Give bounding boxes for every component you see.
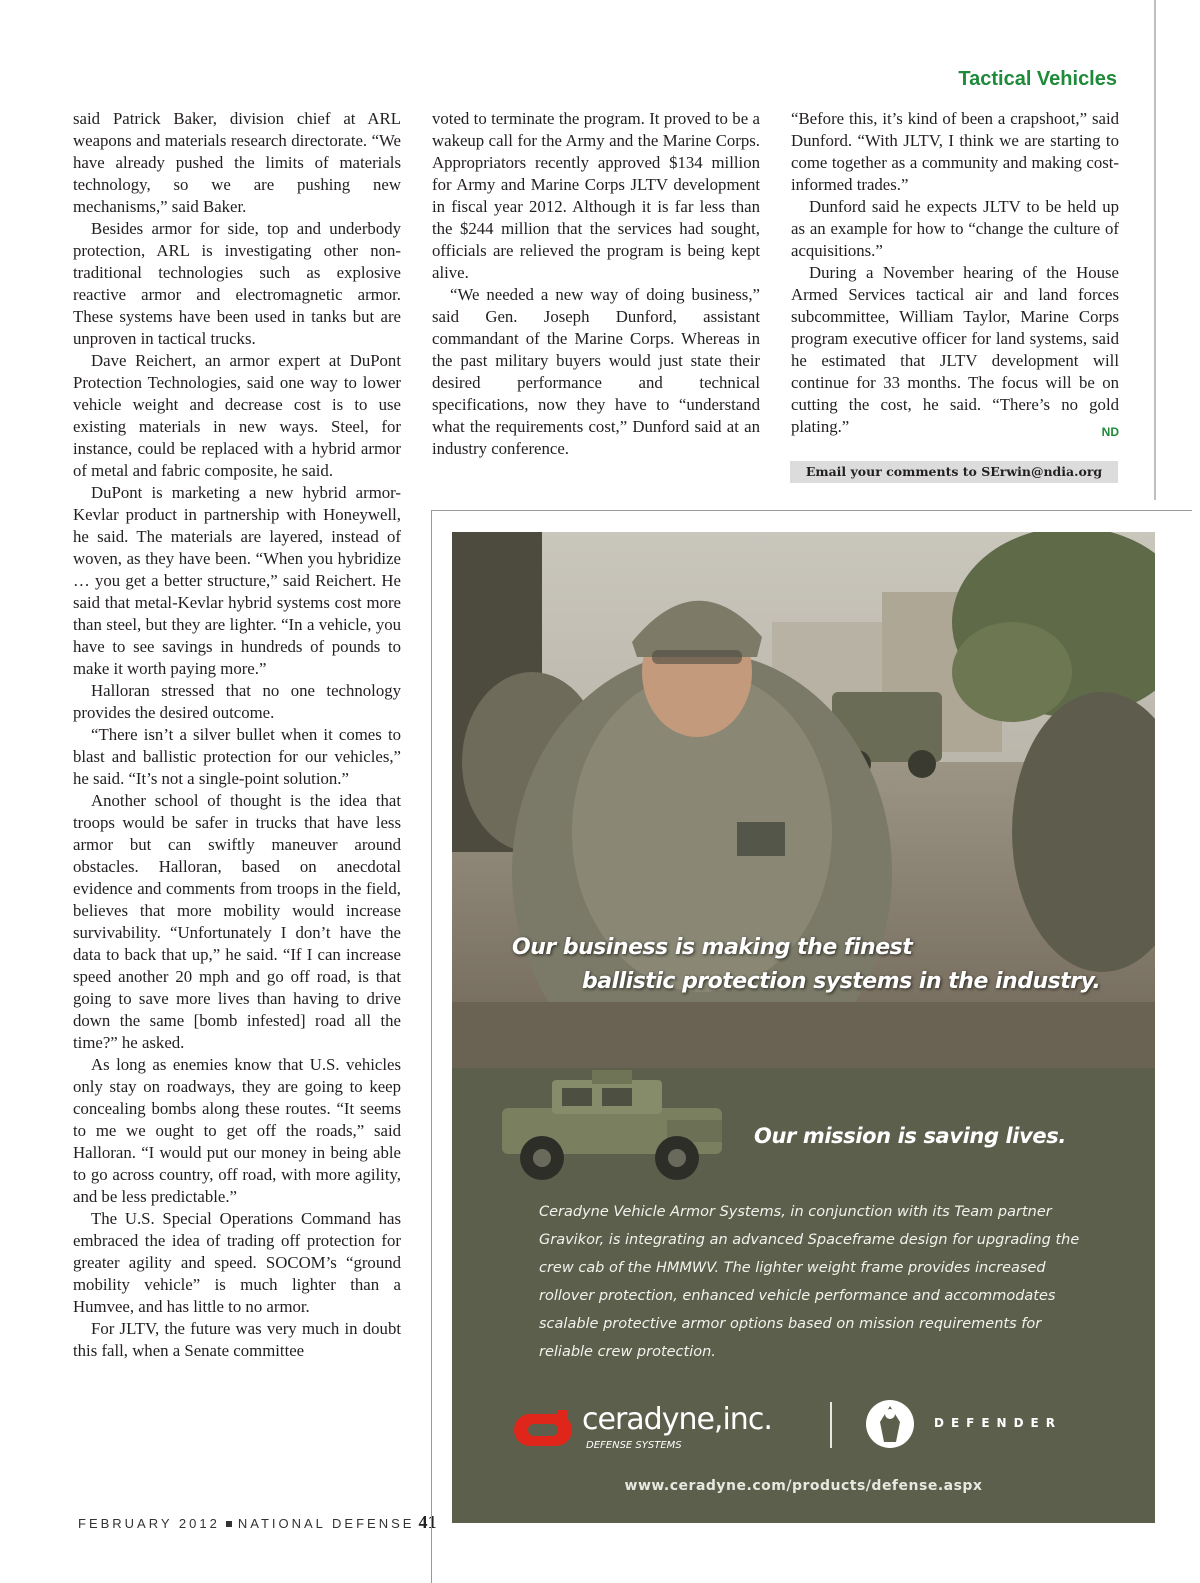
paragraph: Another school of thought is the idea that troops would be safer in trucks that have less armor but can swiftly maneuver around obstacles. Halloran, based on anecdotal evidence and comments from troops in the field, believes that more mobility would increase survivability. “Unfortunately I don’t have the data to back that up,” he said. “If I can increase speed another 20 mph and go off road, is that going to save more lives than having to drive down the same [bomb infested] road all the time?” he asked. (73, 791, 401, 1052)
ad-logo-row (514, 1398, 1114, 1468)
paragraph: said Patrick Baker, division chief at ARL weapons and materials research directorate. “We have already pushed the limits of materials technology, so we are pushing new mechanisms,” said Baker. (73, 109, 401, 216)
paragraph (791, 262, 1119, 438)
ad-tagline-2: ballistic protection systems in the industry. (582, 969, 1101, 994)
paragraph: Dunford said he expects JLTV to be held up as an example for how to “change the culture of acquisitions.” (791, 197, 1119, 260)
logo-divider (830, 1402, 832, 1448)
paragraph: The U.S. Special Operations Command has embraced the idea of trading off protection for greater agility and speed. SOCOM’s “ground mobility vehicle” is much lighter than a Humvee, and has little to no armor. (73, 1209, 401, 1316)
section-title: Tactical Vehicles (958, 68, 1117, 90)
defender-logo-icon (864, 1398, 916, 1450)
email-comments-bar (790, 461, 1118, 483)
armored-humvee-illustration (482, 1068, 742, 1188)
paragraph-text: During a November hearing of the House Armed Services tactical air and land forces subcommittee, William Taylor, Marine Corps program executive officer for land systems, said he estimated that JLTV development will continue for 33 months. The focus will be on cutting the cost, he said. “There’s no gold plating.” (791, 263, 1119, 436)
paragraph: voted to terminate the program. It proved to be a wakeup call for the Army and the Marine Corps. Appropriators recently approved $134 million for Army and Marine Corps JLTV development in fiscal year 2012. Although it is far less than the $244 million that the services had sought, officials are relieved the program is being kept alive. (432, 109, 760, 282)
email-link[interactable]: SErwin@ndia.org (981, 464, 1103, 479)
footer-publication: NATIONAL DEFENSE (237, 1516, 415, 1531)
paragraph: “Before this, it’s kind of been a crapshoot,” said Dunford. “With JLTV, I think we are starting to come together as a community and making cost-informed trades.” (791, 109, 1119, 194)
paragraph: As long as enemies know that U.S. vehicles only stay on roadways, they are going to keep concealing bombs along these routes. “It seems to me we ought to get off the roads,” said Halloran. “I would put our money in being able to go across country, off road, with more agility, and be less predictable.” (73, 1055, 401, 1206)
ceradyne-logo-icon (514, 1410, 574, 1450)
paragraph: DuPont is marketing a new hybrid armor-Kevlar product in partnership with Honeywell, he said. The materials are layered, instead of woven, as they have been. “When you hybridize … you get a better structure,” said Reichert. He said that metal-Kevlar hybrid systems cost more than steel, but they are lighter. “In a vehicle, you have to see savings in hundreds of pounds to make it worth paying more.” (73, 483, 401, 678)
article-column-3 (791, 108, 1119, 443)
paragraph: “There isn’t a silver bullet when it comes to blast and ballistic protection for our vehicles,” he said. “It’s not a single-point solution.” (73, 725, 401, 788)
paragraph: “We needed a new way of doing business,” said Gen. Joseph Dunford, assistant commandant of the Marine Corps. Whereas in the past military buyers would just state their desired performance and technical specifications, now they have to “understand what the requirements cost,” Dunford said at an industry conference. (432, 285, 760, 458)
email-prefix: Email your comments to (805, 464, 982, 479)
paragraph: Dave Reichert, an armor expert at DuPont Protection Technologies, said one way to lower vehicle weight and decrease cost is to use existing materials in new ways. Steel, for instance, could be replaced with a hybrid armor of metal and fabric composite, he said. (73, 351, 401, 480)
page-footer (78, 1512, 436, 1533)
ad-body-copy: Ceradyne Vehicle Armor Systems, in conjunction with its Team partner Gravikor, is integrating an advanced Spaceframe design for upgrading the crew cab of the HMMWV. The lighter weight frame provides increased rollover protection, enhanced vehicle performance and accommodates scalable protective armor options based on mission requirements for reliable crew protection. (539, 1204, 1080, 1360)
ad-lower-panel (452, 1068, 1155, 1523)
defender-wordmark: DEFENDER (934, 1416, 1062, 1430)
ad-mission-statement: Our mission is saving lives. (754, 1124, 1066, 1148)
paragraph: Halloran stressed that no one technology provides the desired outcome. (73, 681, 401, 722)
end-mark: ND (1101, 425, 1119, 439)
ceradyne-wordmark: ceradyne,inc. (582, 1402, 772, 1437)
ceradyne-subtitle: DEFENSE SYSTEMS (586, 1440, 682, 1451)
ad-tagline-1: Our business is making the finest (512, 935, 913, 960)
page-number: 41 (418, 1512, 437, 1532)
article-column-1 (73, 108, 401, 1362)
paragraph: For JLTV, the future was very much in doubt this fall, when a Senate committee (73, 1319, 401, 1360)
article-column-2 (432, 108, 760, 460)
paragraph: Besides armor for side, top and underbody protection, ARL is investigating other non-traditional technologies such as explosive reactive armor and electromagnetic armor. These systems have been used in tanks but are unproven in tactical trucks. (73, 219, 401, 348)
ad-url-link[interactable]: www.ceradyne.com/products/defense.aspx (624, 1478, 983, 1494)
ceradyne-advertisement[interactable] (452, 532, 1155, 1523)
separator-square-icon (226, 1521, 232, 1527)
page-edge-rule (1154, 0, 1156, 500)
soldiers-photo (452, 532, 1155, 1068)
footer-date: FEBRUARY 2012 (78, 1516, 220, 1531)
